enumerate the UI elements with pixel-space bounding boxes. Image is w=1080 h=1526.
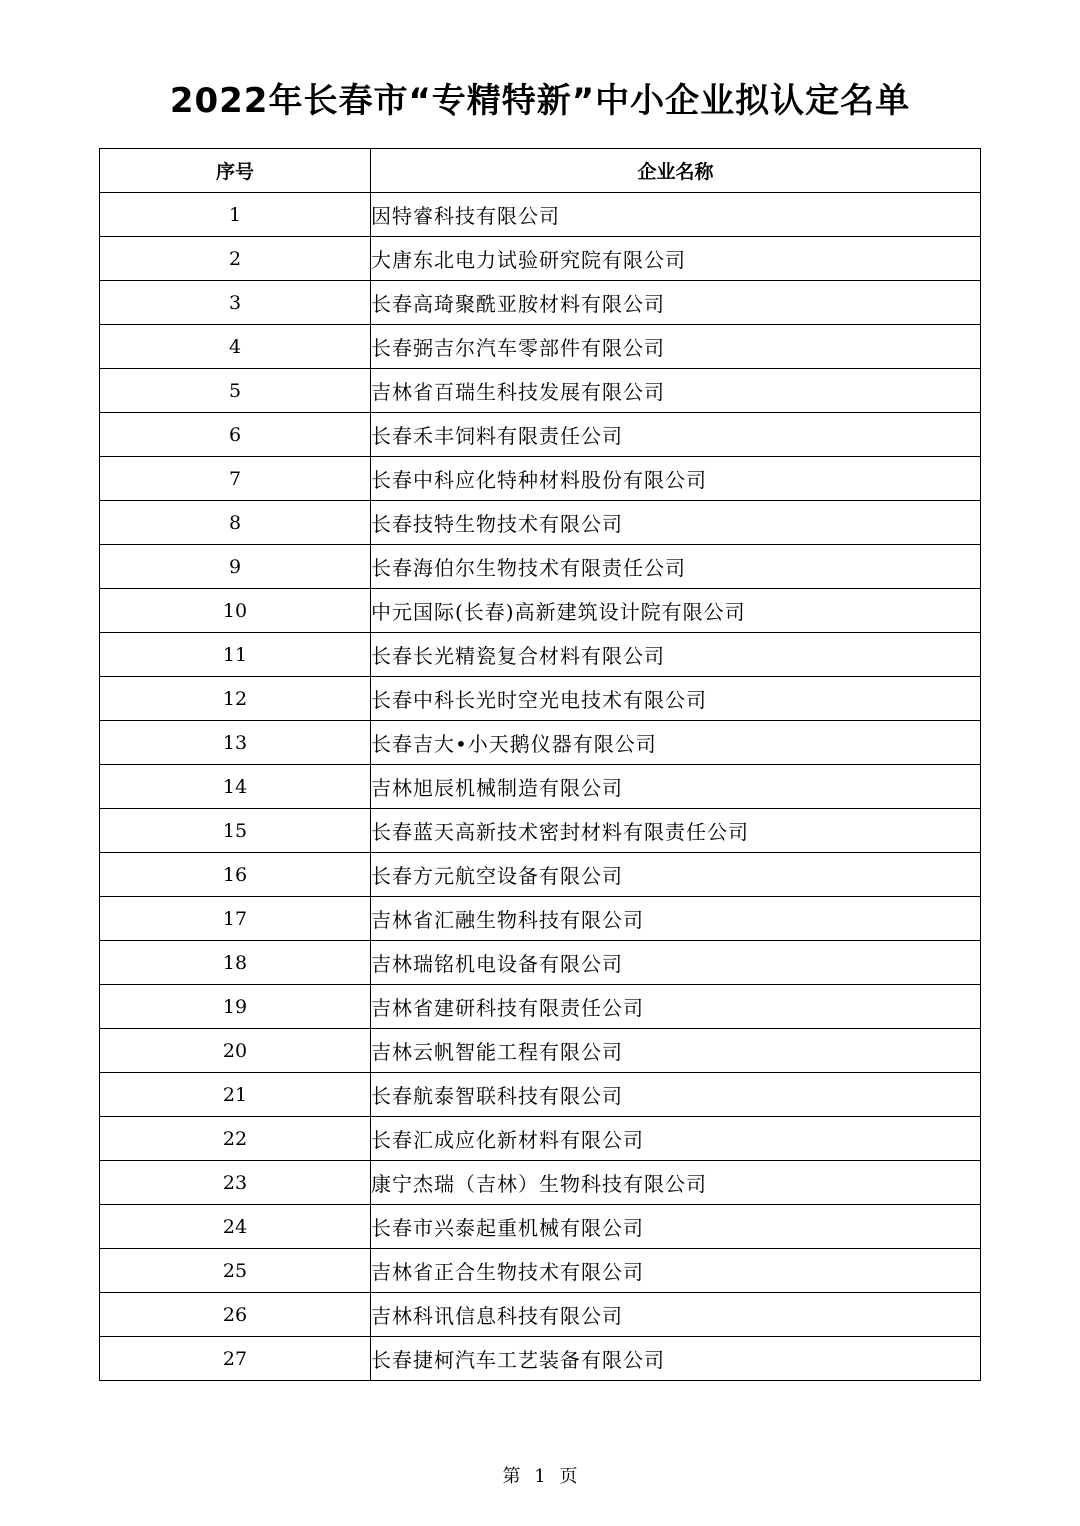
table-row: [100, 765, 981, 809]
table-row: [100, 237, 981, 281]
table-row: [100, 413, 981, 457]
table-row: [100, 589, 981, 633]
row-number: 27: [100, 1337, 371, 1381]
table-row: [100, 501, 981, 545]
table-row: [100, 985, 981, 1029]
company-name: 长春禾丰饲料有限责任公司: [371, 413, 981, 457]
company-name: 吉林科讯信息科技有限公司: [371, 1293, 981, 1337]
table-row: [100, 1117, 981, 1161]
row-number: 14: [100, 765, 371, 809]
row-number: 10: [100, 589, 371, 633]
company-name: 长春高琦聚酰亚胺材料有限公司: [371, 281, 981, 325]
table-row: [100, 1073, 981, 1117]
table-row: [100, 325, 981, 369]
row-number: 15: [100, 809, 371, 853]
table-row: [100, 1205, 981, 1249]
row-number: 7: [100, 457, 371, 501]
company-name: 吉林云帆智能工程有限公司: [371, 1029, 981, 1073]
table-row: [100, 677, 981, 721]
company-name: 长春蓝天高新技术密封材料有限责任公司: [371, 809, 981, 853]
company-name: 长春弼吉尔汽车零部件有限公司: [371, 325, 981, 369]
row-number: 8: [100, 501, 371, 545]
company-name: 长春长光精瓷复合材料有限公司: [371, 633, 981, 677]
row-number: 22: [100, 1117, 371, 1161]
row-number: 13: [100, 721, 371, 765]
row-number: 2: [100, 237, 371, 281]
table-row: [100, 281, 981, 325]
table-row: [100, 1337, 981, 1381]
table-row: [100, 1029, 981, 1073]
company-name: 吉林省百瑞生科技发展有限公司: [371, 369, 981, 413]
company-table: [99, 148, 981, 1381]
table-row: [100, 193, 981, 237]
row-number: 25: [100, 1249, 371, 1293]
table-row: [100, 633, 981, 677]
row-number: 26: [100, 1293, 371, 1337]
table-row: [100, 721, 981, 765]
company-name: 长春捷柯汽车工艺装备有限公司: [371, 1337, 981, 1381]
row-number: 19: [100, 985, 371, 1029]
page-footer: [0, 1462, 1080, 1488]
row-number: 6: [100, 413, 371, 457]
row-number: 4: [100, 325, 371, 369]
company-name: 吉林省建研科技有限责任公司: [371, 985, 981, 1029]
table-header-row: [100, 149, 981, 193]
page-title: 2022年长春市“专精特新”中小企业拟认定名单: [169, 81, 911, 121]
table-row: [100, 1249, 981, 1293]
row-number: 5: [100, 369, 371, 413]
table-row: [100, 809, 981, 853]
company-name: 长春中科长光时空光电技术有限公司: [371, 677, 981, 721]
row-number: 17: [100, 897, 371, 941]
table-row: [100, 1161, 981, 1205]
company-name: 因特睿科技有限公司: [371, 193, 981, 237]
header-number: 序号: [100, 149, 371, 193]
company-name: 吉林瑞铭机电设备有限公司: [371, 941, 981, 985]
company-name: 长春方元航空设备有限公司: [371, 853, 981, 897]
table-row: [100, 853, 981, 897]
header-company-name: 企业名称: [371, 149, 981, 193]
company-name: 中元国际(长春)高新建筑设计院有限公司: [371, 589, 981, 633]
row-number: 1: [100, 193, 371, 237]
table-row: [100, 369, 981, 413]
row-number: 20: [100, 1029, 371, 1073]
row-number: 16: [100, 853, 371, 897]
row-number: 18: [100, 941, 371, 985]
company-name: 长春市兴泰起重机械有限公司: [371, 1205, 981, 1249]
table-row: [100, 941, 981, 985]
row-number: 24: [100, 1205, 371, 1249]
row-number: 3: [100, 281, 371, 325]
company-name: 长春吉大•小天鹅仪器有限公司: [371, 721, 981, 765]
company-name: 吉林省正合生物技术有限公司: [371, 1249, 981, 1293]
company-name: 吉林旭辰机械制造有限公司: [371, 765, 981, 809]
company-name: 长春汇成应化新材料有限公司: [371, 1117, 981, 1161]
company-name: 长春中科应化特种材料股份有限公司: [371, 457, 981, 501]
row-number: 23: [100, 1161, 371, 1205]
company-name: 康宁杰瑞（吉林）生物科技有限公司: [371, 1161, 981, 1205]
company-name: 大唐东北电力试验研究院有限公司: [371, 237, 981, 281]
table-row: [100, 897, 981, 941]
page-number: 1: [534, 1466, 546, 1487]
table-row: [100, 1293, 981, 1337]
company-name: 吉林省汇融生物科技有限公司: [371, 897, 981, 941]
table-row: [100, 545, 981, 589]
row-number: 12: [100, 677, 371, 721]
table-row: [100, 457, 981, 501]
row-number: 9: [100, 545, 371, 589]
footer-prefix: 第: [502, 1466, 521, 1487]
row-number: 21: [100, 1073, 371, 1117]
company-name: 长春海伯尔生物技术有限责任公司: [371, 545, 981, 589]
footer-suffix: 页: [559, 1466, 578, 1487]
row-number: 11: [100, 633, 371, 677]
company-name: 长春技特生物技术有限公司: [371, 501, 981, 545]
company-name: 长春航泰智联科技有限公司: [371, 1073, 981, 1117]
